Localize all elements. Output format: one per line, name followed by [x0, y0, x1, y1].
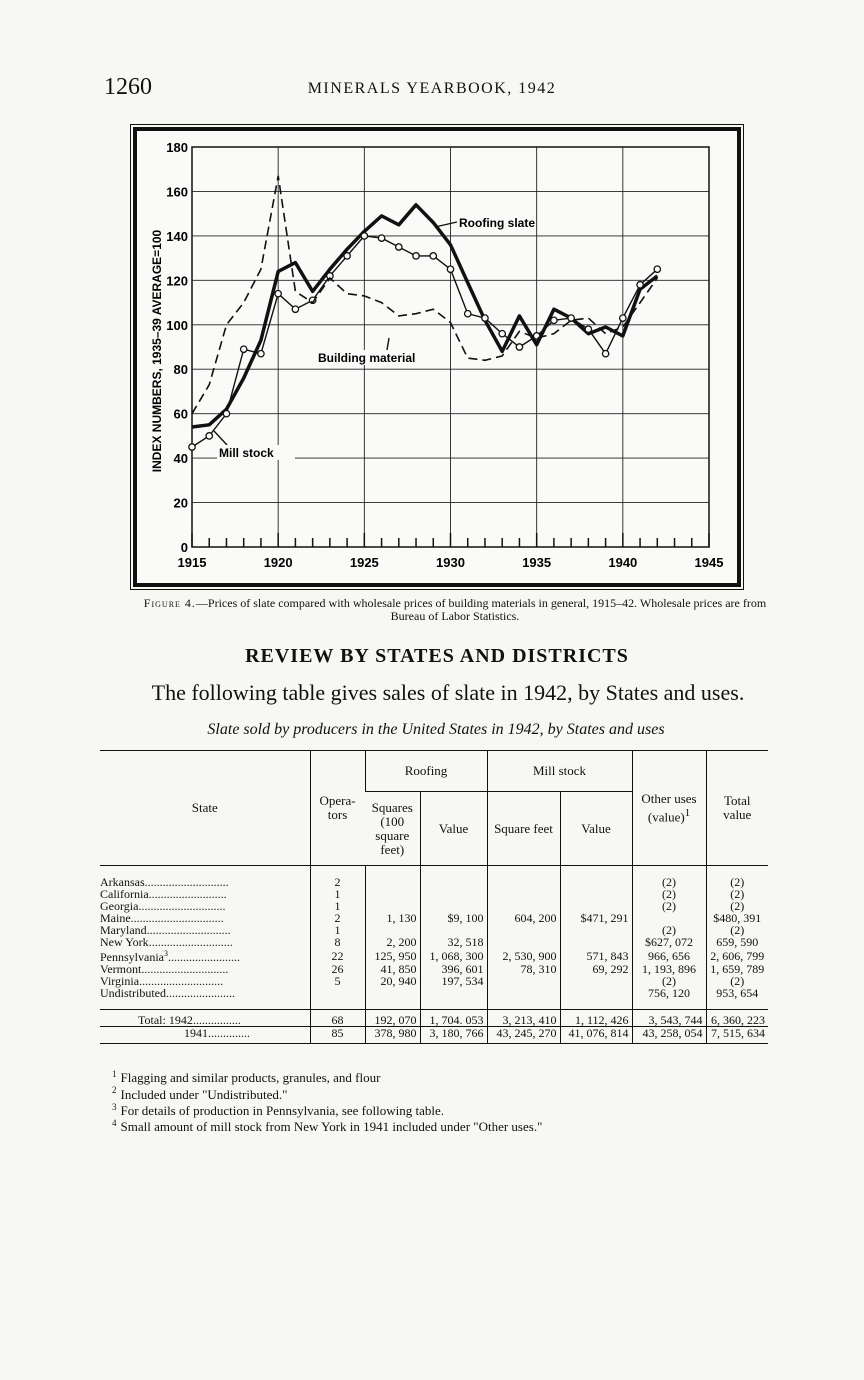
total-cell-sq: 192, 070 — [365, 1010, 420, 1027]
dot-leader: ............................. — [141, 962, 229, 976]
mill-stock-point — [378, 235, 384, 241]
x-tick-label: 1940 — [608, 555, 638, 570]
header-state: State — [100, 751, 310, 866]
dot-leader: ................ — [192, 1013, 241, 1027]
total-rows — [100, 1010, 768, 1044]
cell-sq — [365, 888, 420, 900]
footnote-text: Flagging and similar products, granules, and flour — [120, 1070, 381, 1086]
mill-stock-point — [413, 253, 419, 259]
mill-stock-point — [516, 344, 522, 350]
cell-operators: 2 — [310, 912, 365, 924]
cell-total: (2) — [706, 900, 768, 912]
cell-other: (2) — [632, 900, 706, 912]
cell-operators: 2 — [310, 866, 365, 889]
cell-sq: 1, 130 — [365, 912, 420, 924]
footnote — [112, 1084, 542, 1100]
state-name: Vermont — [100, 962, 142, 976]
mill-stock-point — [568, 315, 574, 321]
dot-leader: ............................ — [146, 923, 231, 937]
cell-sf: 604, 200 — [487, 912, 560, 924]
total-cell-operators: 68 — [310, 1010, 365, 1027]
x-tick-label: 1920 — [263, 555, 293, 570]
mill-stock-point — [223, 410, 229, 416]
cell-operators: 5 — [310, 975, 365, 987]
state-footnote-mark: 3 — [164, 949, 168, 958]
cell-rv: 1, 068, 300 — [420, 948, 487, 963]
cell-sf — [487, 924, 560, 936]
mill-stock-point — [292, 306, 298, 312]
cell-sf — [487, 866, 560, 889]
mill-stock-point — [499, 330, 505, 336]
cell-rv — [420, 866, 487, 889]
table-row — [100, 948, 768, 963]
cell-other: (2) — [632, 975, 706, 987]
cell-rv: 197, 534 — [420, 975, 487, 987]
y-tick-label: 60 — [173, 406, 188, 422]
cell-other: 756, 120 — [632, 987, 706, 1010]
mill-stock-point — [551, 317, 557, 323]
cell-sf — [487, 936, 560, 948]
footnote — [112, 1068, 542, 1084]
cell-mv — [560, 924, 632, 936]
mill-stock-point — [465, 310, 471, 316]
cell-sq — [365, 987, 420, 1010]
y-tick-label: 120 — [166, 273, 188, 289]
y-tick-label: 80 — [173, 362, 188, 378]
slate-sales-table — [100, 750, 768, 1044]
cell-sf — [487, 888, 560, 900]
state-name: Maine — [100, 911, 131, 925]
cell-total: (2) — [706, 924, 768, 936]
state-cell — [100, 866, 310, 889]
cell-operators: 1 — [310, 888, 365, 900]
page-number: 1260 — [104, 74, 152, 100]
y-axis-label: INDEX NUMBERS, 1935–39 AVERAGE=100 — [150, 229, 164, 473]
cell-sf — [487, 987, 560, 1010]
mill-stock-point — [258, 350, 264, 356]
cell-other: (2) — [632, 866, 706, 889]
header-mill-stock: Mill stock — [487, 751, 632, 792]
cell-sq: 20, 940 — [365, 975, 420, 987]
y-tick-label: 0 — [180, 540, 188, 555]
cell-mv — [560, 975, 632, 987]
state-name: Maryland — [100, 923, 147, 937]
mill-stock-point — [344, 253, 350, 259]
annotation-leader — [387, 338, 389, 350]
total-cell-mv: 41, 076, 814 — [560, 1027, 632, 1044]
annotation-leader — [214, 431, 227, 445]
footnote — [112, 1117, 542, 1133]
figure-caption-label: Figure 4. — [143, 596, 196, 610]
state-cell — [100, 987, 310, 1010]
line-chart — [137, 131, 737, 583]
total-cell-other: 3, 543, 744 — [632, 1010, 706, 1027]
mill-stock-point — [637, 282, 643, 288]
cell-operators: 8 — [310, 936, 365, 948]
total-cell-rv: 3, 180, 766 — [420, 1027, 487, 1044]
cell-rv — [420, 987, 487, 1010]
dot-leader: ............................... — [130, 911, 224, 925]
total-label: 1941 — [184, 1026, 208, 1040]
series-annotation: Roofing slate — [459, 216, 536, 230]
cell-sq — [365, 866, 420, 889]
y-tick-label: 100 — [166, 317, 188, 333]
total-label-cell — [100, 1010, 310, 1027]
cell-mv: $471, 291 — [560, 912, 632, 924]
state-rows — [100, 866, 768, 1010]
header-other-uses-label: Other uses (value) — [641, 790, 697, 825]
cell-other: 966, 656 — [632, 948, 706, 963]
cell-total: 2, 606, 799 — [706, 948, 768, 963]
cell-rv: 32, 518 — [420, 936, 487, 948]
mill-stock-point — [189, 444, 195, 450]
series-annotation: Building material — [318, 351, 416, 365]
series-line-roofing-slate — [192, 205, 657, 427]
total-cell-operators: 85 — [310, 1027, 365, 1044]
total-cell-rv: 1, 704. 053 — [420, 1010, 487, 1027]
total-label: Total: 1942 — [138, 1013, 193, 1027]
cell-operators: 26 — [310, 963, 365, 975]
cell-mv — [560, 888, 632, 900]
cell-other: $627, 072 — [632, 936, 706, 948]
total-row — [100, 1027, 768, 1044]
total-label-cell — [100, 1027, 310, 1044]
total-row — [100, 1010, 768, 1027]
cell-sf: 78, 310 — [487, 963, 560, 975]
total-cell-sf: 43, 245, 270 — [487, 1027, 560, 1044]
y-tick-label: 40 — [173, 451, 188, 467]
state-name: New York — [100, 935, 149, 949]
cell-sq: 2, 200 — [365, 936, 420, 948]
dot-leader: ....................... — [166, 986, 235, 1000]
section-heading: REVIEW BY STATES AND DISTRICTS — [245, 645, 629, 667]
dot-leader: .......................... — [148, 887, 227, 901]
figure-frame — [133, 127, 741, 587]
cell-rv: $9, 100 — [420, 912, 487, 924]
total-cell-total: 7, 515, 634 — [706, 1027, 768, 1044]
header-mill-value: Value — [560, 792, 632, 866]
cell-other: (2) — [632, 888, 706, 900]
state-name: Georgia — [100, 899, 139, 913]
mill-stock-point — [654, 266, 660, 272]
header-roofing-squares: Squares (100 square feet) — [365, 792, 420, 866]
cell-mv — [560, 866, 632, 889]
header-roofing: Roofing — [365, 751, 487, 792]
header-roofing-value: Value — [420, 792, 487, 866]
table-title: Slate sold by producers in the United States in 1942, by States and uses — [207, 721, 665, 738]
footnotes — [112, 1068, 542, 1133]
mill-stock-point — [447, 266, 453, 272]
header-mill-square-feet: Square feet — [487, 792, 560, 866]
header-total-value: Total value — [706, 751, 768, 866]
state-name: Undistributed — [100, 986, 166, 1000]
mill-stock-point — [361, 233, 367, 239]
dot-leader: ........................ — [168, 950, 240, 964]
y-tick-label: 140 — [166, 228, 188, 244]
cell-rv: 396, 601 — [420, 963, 487, 975]
cell-sf: 2, 530, 900 — [487, 948, 560, 963]
y-tick-label: 180 — [166, 140, 188, 155]
x-tick-label: 1945 — [694, 555, 724, 570]
footnote-text: Included under "Undistributed." — [120, 1086, 288, 1102]
cell-operators: 1 — [310, 900, 365, 912]
total-cell-mv: 1, 112, 426 — [560, 1010, 632, 1027]
footnote-mark: 4 — [112, 1117, 117, 1128]
state-name: California — [100, 887, 149, 901]
intro-paragraph: The following table gives sales of slate in 1942, by States and uses. — [151, 680, 745, 705]
footnote-mark: 2 — [112, 1085, 117, 1096]
cell-total: $480, 391 — [706, 912, 768, 924]
cell-sq: 41, 850 — [365, 963, 420, 975]
mill-stock-point — [620, 315, 626, 321]
mill-stock-point — [602, 350, 608, 356]
footnote-text: Small amount of mill stock from New York in 1941 included under "Other uses." — [120, 1119, 543, 1135]
cell-other: 1, 193, 896 — [632, 963, 706, 975]
state-cell — [100, 948, 310, 963]
cell-operators: 1 — [310, 924, 365, 936]
state-name: Pennsylvania — [100, 950, 164, 964]
table-row — [100, 866, 768, 889]
annotation-leader — [435, 222, 457, 227]
mill-stock-point — [482, 315, 488, 321]
footnote-mark: 1 — [112, 1069, 117, 1079]
cell-total: 1, 659, 789 — [706, 963, 768, 975]
total-cell-total: 6, 360, 223 — [706, 1010, 768, 1027]
figure-caption-text: —Prices of slate compared with wholesale prices of building materials in general, 1915–42. Wholesale prices are from Bureau of Labor Statistics. — [195, 596, 767, 623]
cell-total: 659, 590 — [706, 936, 768, 948]
y-tick-label: 160 — [166, 184, 188, 200]
x-tick-label: 1925 — [349, 555, 379, 570]
mill-stock-point — [585, 326, 591, 332]
series-annotation: Mill stock — [219, 446, 274, 460]
footnote-mark: 3 — [112, 1101, 117, 1112]
total-cell-other: 43, 258, 054 — [632, 1027, 706, 1044]
cell-sf — [487, 975, 560, 987]
x-tick-label: 1930 — [436, 555, 465, 570]
cell-sq: 125, 950 — [365, 948, 420, 963]
table-row — [100, 987, 768, 1010]
cell-total: (2) — [706, 975, 768, 987]
cell-mv: 571, 843 — [560, 948, 632, 963]
header-other-uses-note: 1 — [684, 806, 691, 819]
cell-other: (2) — [632, 924, 706, 936]
header-operators: Opera-tors — [310, 751, 365, 866]
running-head: MINERALS YEARBOOK, 1942 — [307, 80, 557, 97]
cell-rv — [420, 888, 487, 900]
footnote-text: For details of production in Pennsylvania, see following table. — [120, 1102, 444, 1118]
cell-mv — [560, 987, 632, 1010]
mill-stock-point — [396, 244, 402, 250]
state-cell — [100, 936, 310, 948]
cell-mv: 69, 292 — [560, 963, 632, 975]
cell-total: 953, 654 — [706, 987, 768, 1010]
cell-mv — [560, 936, 632, 948]
y-tick-label: 20 — [173, 495, 188, 511]
table-row — [100, 936, 768, 948]
x-tick-label: 1935 — [522, 555, 552, 570]
dot-leader: ............................ — [148, 935, 233, 949]
cell-operators — [310, 987, 365, 1010]
x-tick-label: 1915 — [177, 555, 207, 570]
state-name: Arkansas — [100, 875, 145, 889]
dot-leader: ............................. — [138, 899, 226, 913]
total-cell-sf: 3, 213, 410 — [487, 1010, 560, 1027]
mill-stock-point — [430, 253, 436, 259]
cell-operators: 22 — [310, 948, 365, 963]
mill-stock-point — [206, 433, 212, 439]
total-cell-sq: 378, 980 — [365, 1027, 420, 1044]
footnote — [112, 1101, 542, 1117]
dot-leader: .............. — [208, 1026, 250, 1040]
header-other-uses — [632, 751, 706, 866]
mill-stock-point — [275, 290, 281, 296]
state-name: Virginia — [100, 974, 140, 988]
cell-total: (2) — [706, 888, 768, 900]
mill-stock-point — [241, 346, 247, 352]
dot-leader: ............................ — [144, 875, 229, 889]
cell-total: (2) — [706, 866, 768, 889]
dot-leader: ............................ — [139, 974, 224, 988]
figure-caption — [130, 597, 780, 623]
